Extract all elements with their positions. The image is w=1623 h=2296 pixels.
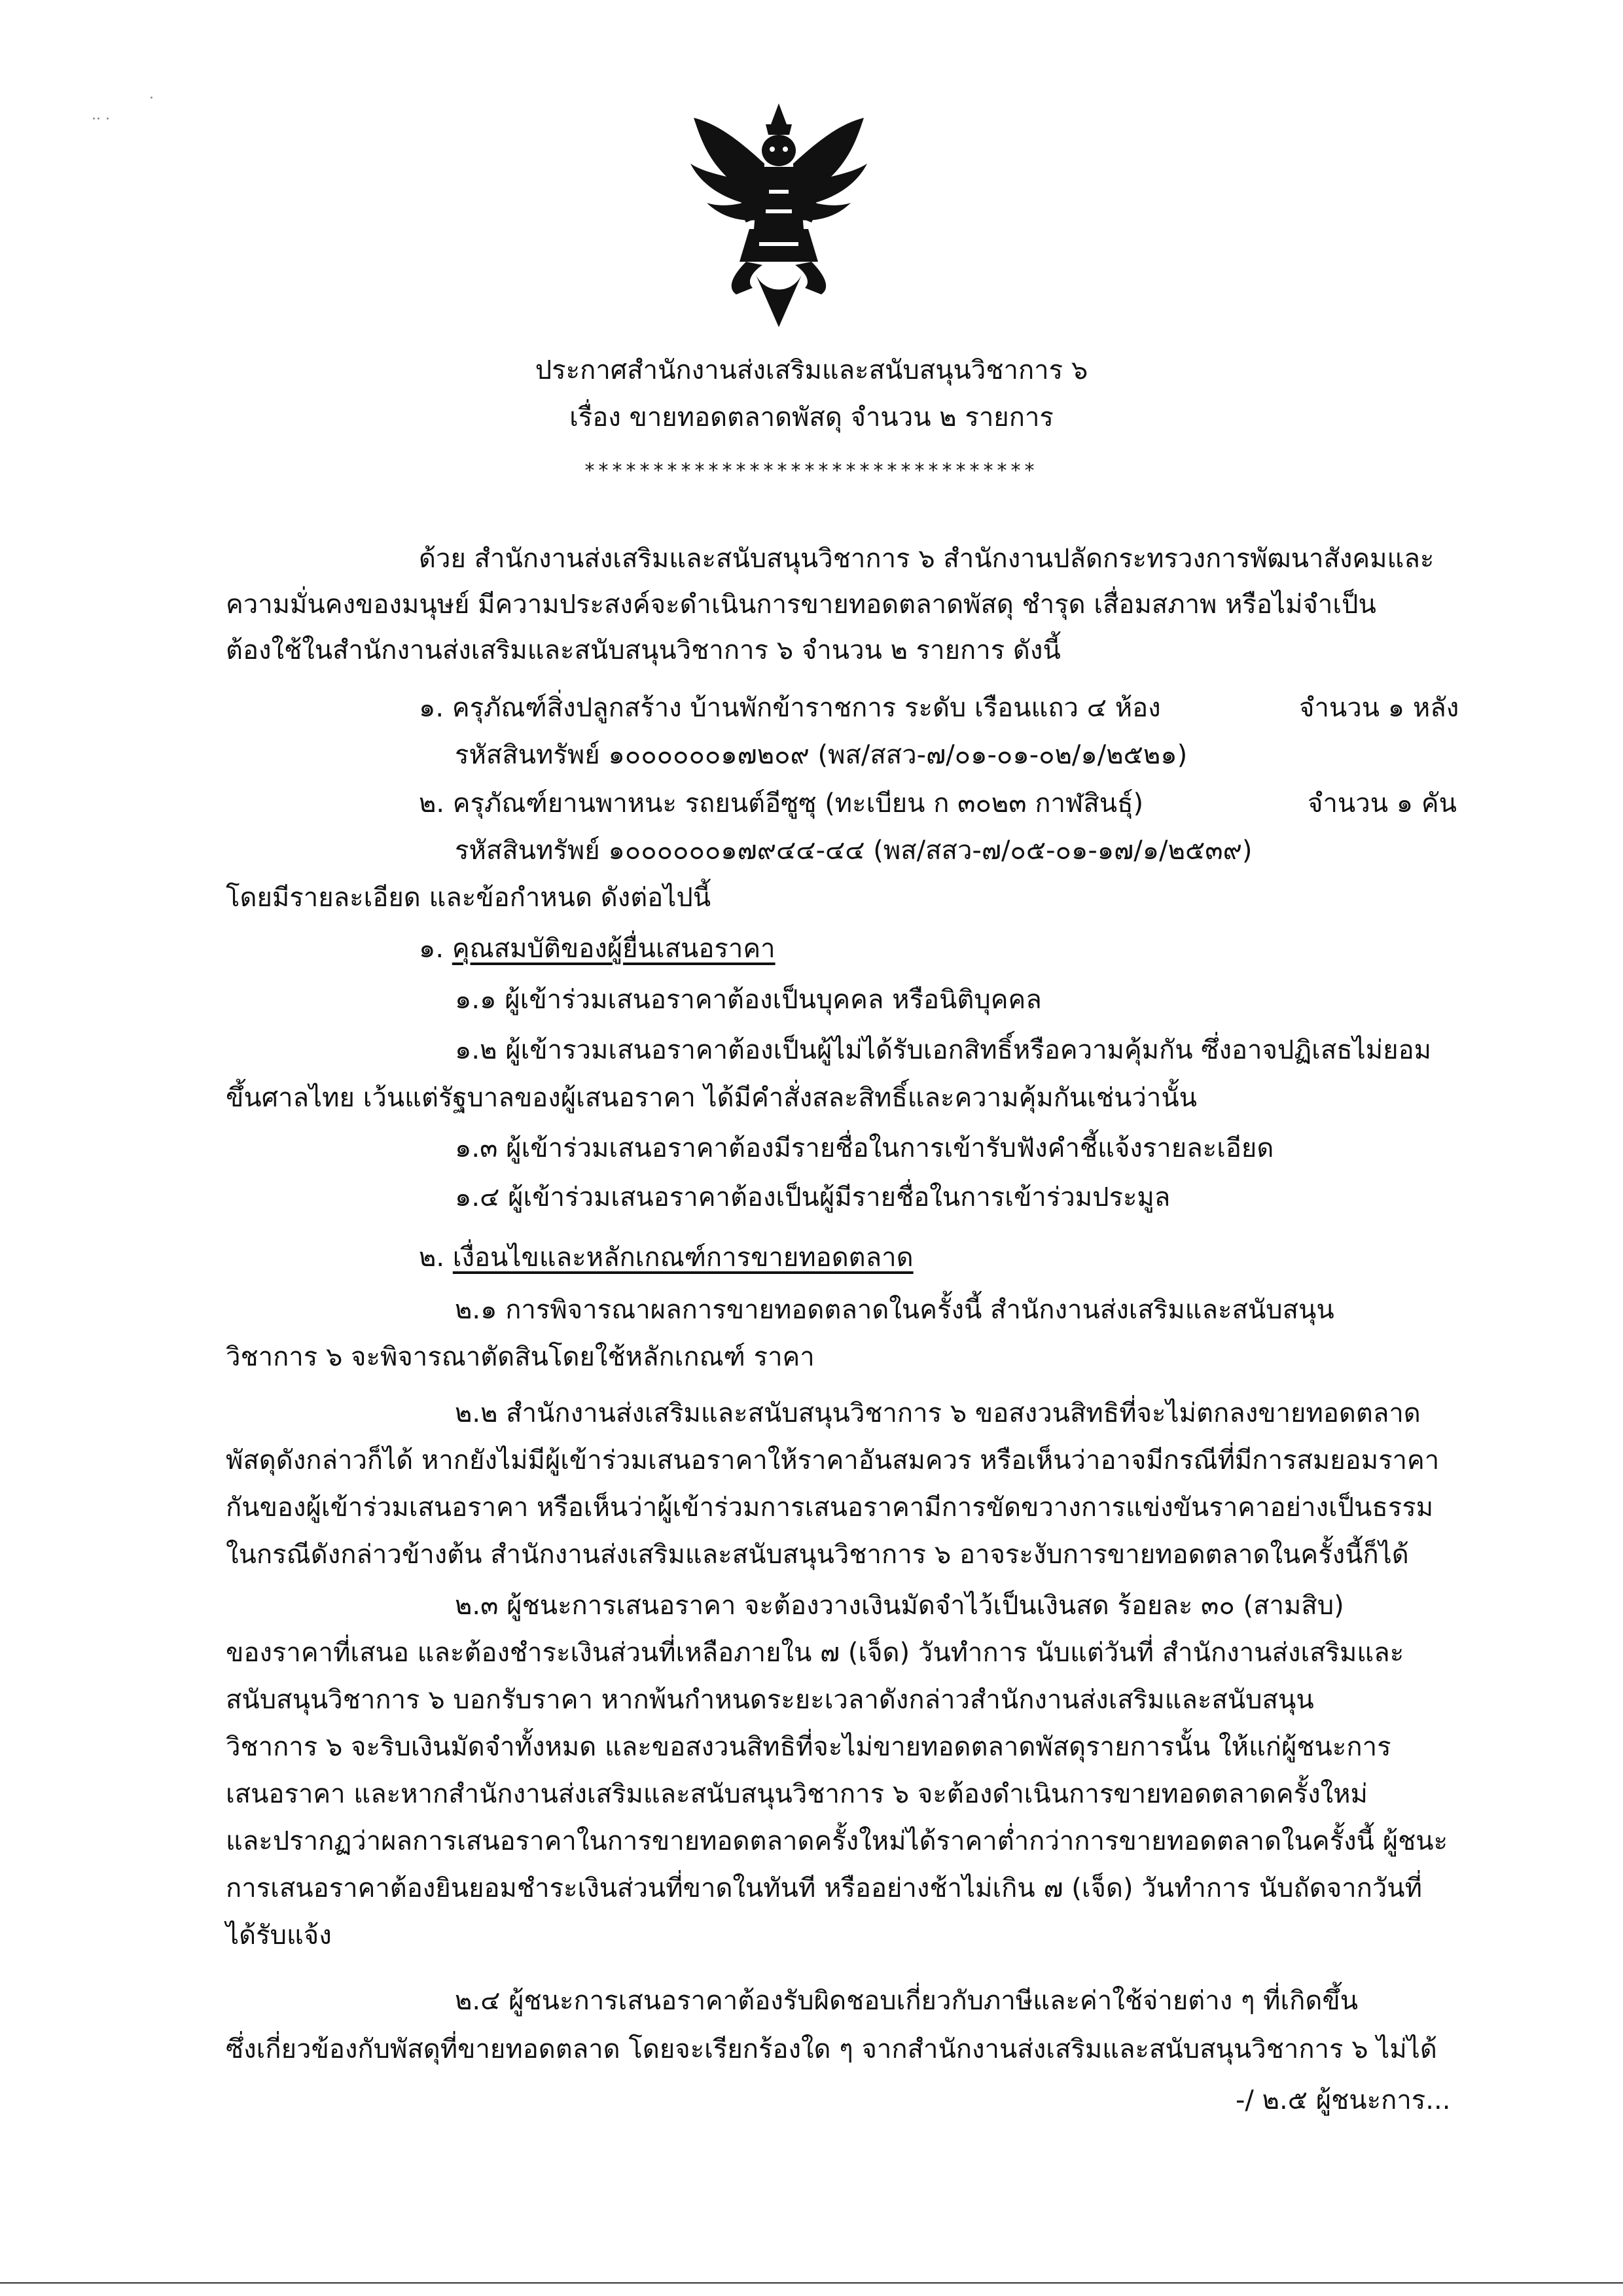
title-separator: *********************************	[584, 459, 1039, 482]
clause-line: วิชาการ ๖ จะพิจารณาตัดสินโดยใช้หลักเกณฑ์ ราคา	[226, 1342, 815, 1372]
section-number: ๑.	[419, 934, 452, 964]
clause-line: ๒.๒ สำนักงานส่งเสริมและสนับสนุนวิชาการ ๖ ขอสงวนสิทธิที่จะไม่ตกลงขายทอดตลาด	[455, 1398, 1421, 1428]
section-title: คุณสมบัติของผู้ยื่นเสนอราคา	[452, 934, 776, 964]
section-2-heading	[419, 1238, 914, 1277]
item-description: ๑. ครุภัณฑ์สิ่งปลูกสร้าง บ้านพักข้าราชการ ระดับ เรือนแถว ๔ ห้อง	[419, 693, 1161, 723]
title-line-1: ประกาศสำนักงานส่งเสริมและสนับสนุนวิชาการ ๖	[535, 355, 1088, 385]
section-number: ๒.	[419, 1243, 453, 1273]
clause-line: การเสนอราคาต้องยินยอมชำระเงินส่วนที่ขาดในทันที หรืออย่างช้าไม่เกิน ๗ (เจ็ด) วันทำการ นับถัดจากวันที่	[226, 1873, 1422, 1903]
intro-line: ต้องใช้ในสำนักงานส่งเสริมและสนับสนุนวิชาการ ๖ จำนวน ๒ รายการ ดังนี้	[226, 635, 1061, 665]
clause-line: กันของผู้เข้าร่วมเสนอราคา หรือเห็นว่าผู้เข้าร่วมการเสนอราคามีการขัดขวางการแข่งขันราคาอย่างเป็นธรรม	[226, 1492, 1434, 1523]
clause-line: และปรากฏว่าผลการเสนอราคาในการขายทอดตลาดครั้งใหม่ได้ราคาต่ำกว่าการขายทอดตลาดในครั้งนี้ ผู้ชนะ	[226, 1826, 1448, 1856]
clause-line: พัสดุดังกล่าวก็ได้ หากยังไม่มีผู้เข้าร่วมเสนอราคาให้ราคาอันสมควร หรือเห็นว่าอาจมีกรณีที่มีการสมยอมราคา	[226, 1445, 1440, 1475]
item-quantity: จำนวน ๑ คัน	[1308, 788, 1457, 819]
clause-line: ๒.๑ การพิจารณาผลการขายทอดตลาดในครั้งนี้ สำนักงานส่งเสริมและสนับสนุน	[455, 1295, 1334, 1325]
clause-line: ของราคาที่เสนอ และต้องชำระเงินส่วนที่เหลือภายใน ๗ (เจ็ด) วันทำการ นับแต่วันที่ สำนักงานส่งเสริมและ	[226, 1638, 1404, 1668]
section-title: เงื่อนไขและหลักเกณฑ์การขายทอดตลาด	[452, 1243, 914, 1273]
clause-line: ขึ้นศาลไทย เว้นแต่รัฐบาลของผู้เสนอราคา ได้มีคำสั่งสละสิทธิ์และความคุ้มกันเช่นว่านั้น	[226, 1083, 1198, 1113]
clause-line: ในกรณีดังกล่าวข้างต้น สำนักงานส่งเสริมและสนับสนุนวิชาการ ๖ อาจระงับการขายทอดตลาดในครั้งนี้ก็ได้	[226, 1540, 1409, 1570]
clause-line: เสนอราคา และหากสำนักงานส่งเสริมและสนับสนุนวิชาการ ๖ จะต้องดำเนินการขายทอดตลาดครั้งใหม่	[226, 1779, 1368, 1809]
item-asset-code: รหัสสินทรัพย์ ๑๐๐๐๐๐๐๑๗๒๐๙ (พส/สสว-๗/๐๑-๐๑-๐๒/๑/๒๕๒๑)	[455, 740, 1188, 770]
clause-line: ๑.๔ ผู้เข้าร่วมเสนอราคาต้องเป็นผู้มีรายชื่อในการเข้าร่วมประมูล	[455, 1182, 1171, 1212]
page-bottom-rule	[0, 2282, 1623, 2284]
item-description: ๒. ครุภัณฑ์ยานพาหนะ รถยนต์อีซูซุ (ทะเบียน ก ๓๐๒๓ กาฬสินธุ์)	[419, 788, 1144, 819]
scan-speck: ·	[149, 90, 154, 107]
clause-line: สนับสนุนวิชาการ ๖ บอกรับราคา หากพ้นกำหนดระยะเวลาดังกล่าวสำนักงานส่งเสริมและสนับสนุน	[226, 1685, 1314, 1715]
clause-line: ๑.๑ ผู้เข้าร่วมเสนอราคาต้องเป็นบุคคล หรือนิติบุคคล	[455, 985, 1042, 1015]
scan-speck: ·· ·	[92, 111, 110, 128]
clause-line: วิชาการ ๖ จะริบเงินมัดจำทั้งหมด และขอสงวนสิทธิที่จะไม่ขายทอดตลาดพัสดุรายการนั้น ให้แก่ผู้ชนะการ	[226, 1732, 1391, 1762]
intro-line: ความมั่นคงของมนุษย์ มีความประสงค์จะดำเนินการขายทอดตลาดพัสดุ ชำรุด เสื่อมสภาพ หรือไม่จำเป็น	[226, 590, 1376, 620]
clause-line: ได้รับแจ้ง	[226, 1920, 332, 1951]
item-asset-code: รหัสสินทรัพย์ ๑๐๐๐๐๐๐๑๗๙๔๔-๔๔ (พส/สสว-๗/๐๕-๐๑-๑๗/๑/๒๕๓๙)	[455, 836, 1253, 866]
item-quantity: จำนวน ๑ หลัง	[1299, 693, 1459, 723]
title-line-2: เรื่อง ขายทอดตลาดพัสดุ จำนวน ๒ รายการ	[569, 402, 1054, 433]
section-1-heading	[419, 929, 776, 968]
intro-line: ด้วย สำนักงานส่งเสริมและสนับสนุนวิชาการ ๖ สำนักงานปลัดกระทรวงการพัฒนาสังคมและ	[419, 544, 1435, 574]
clause-line: ซึ่งเกี่ยวข้องกับพัสดุที่ขายทอดตลาด โดยจะเรียกร้องใด ๆ จากสำนักงานส่งเสริมและสนับสนุนวิชาการ ๖ ไม่ได้	[226, 2034, 1437, 2064]
details-intro: โดยมีรายละเอียด และข้อกำหนด ดังต่อไปนี้	[226, 883, 711, 913]
clause-line: ๒.๓ ผู้ชนะการเสนอราคา จะต้องวางเงินมัดจำไว้เป็นเงินสด ร้อยละ ๓๐ (สามสิบ)	[455, 1591, 1344, 1621]
continuation-marker: -/ ๒.๕ ผู้ชนะการ...	[1236, 2085, 1451, 2115]
clause-line: ๑.๒ ผู้เข้ารวมเสนอราคาต้องเป็นผู้ไม่ได้รับเอกสิทธิ์หรือความคุ้มกัน ซึ่งอาจปฏิเสธไม่ยอม	[455, 1035, 1431, 1065]
clause-line: ๑.๓ ผู้เข้าร่วมเสนอราคาต้องมีรายชื่อในการเข้ารับฟังคำชี้แจ้งรายละเอียด	[455, 1133, 1274, 1163]
garuda-emblem-icon	[681, 98, 877, 334]
clause-line: ๒.๔ ผู้ชนะการเสนอราคาต้องรับผิดชอบเกี่ยวกับภาษีและค่าใช้จ่ายต่าง ๆ ที่เกิดขึ้น	[455, 1986, 1359, 2016]
